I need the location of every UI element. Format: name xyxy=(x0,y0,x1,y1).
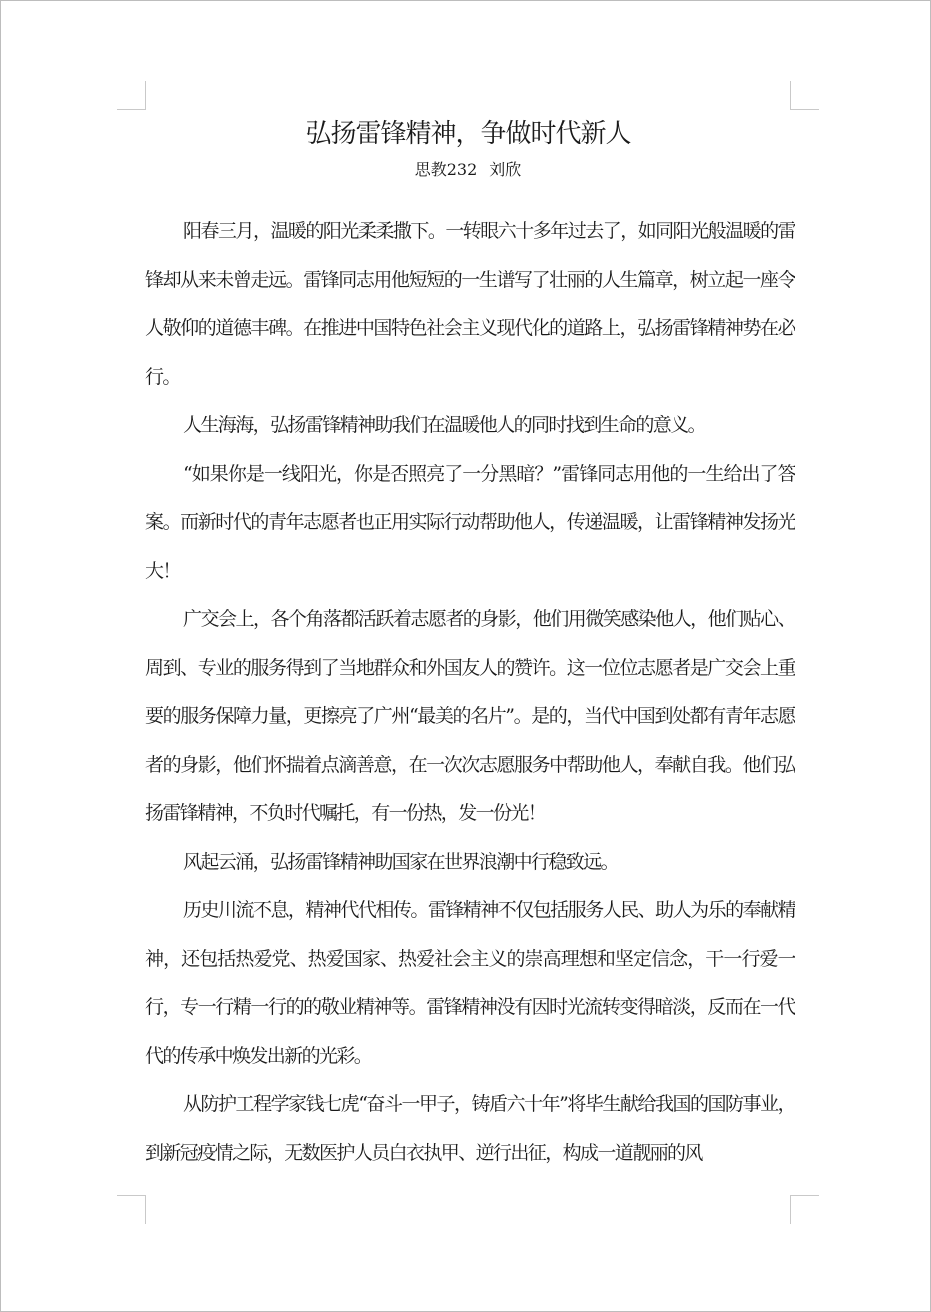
crop-mark-top-right xyxy=(790,81,819,110)
paragraph-1: 阳春三月，温暖的阳光柔柔撒下。一转眼六十多年过去了，如同阳光般温暖的雷锋却从来未曾走远。雷锋同志用他短短的一生谱写了壮丽的人生篇章，树立起一座令人敬仰的道德丰碑。在推进中国特色社会主义现代化的道路上，弘扬雷锋精神势在必行。 xyxy=(145,220,795,388)
crop-mark-bottom-left xyxy=(117,1195,146,1224)
author-name: 刘欣 xyxy=(489,160,522,179)
crop-mark-top-left xyxy=(117,81,146,110)
paragraph-7: 从防护工程学家钱七虎“奋斗一甲子，铸盾六十年”将毕生献给我国的国防事业，到新冠疫情之际，无数医护人员白衣执甲、逆行出征，构成一道靓丽的风 xyxy=(145,1093,795,1164)
paragraph-3: “如果你是一线阳光，你是否照亮了一分黑暗？”雷锋同志用他的一生给出了答案。而新时代的青年志愿者也正用实际行动帮助他人，传递温暖，让雷锋精神发扬光大！ xyxy=(145,462,795,582)
document-title: 弘扬雷锋精神，争做时代新人 xyxy=(305,119,631,149)
crop-mark-bottom-right xyxy=(790,1195,819,1224)
paragraph-6: 历史川流不息，精神代代相传。雷锋精神不仅包括服务人民、助人为乐的奉献精神，还包括热爱党、热爱国家、热爱社会主义的崇高理想和坚定信念，干一行爱一行，专一行精一行的的敬业精神等。雷锋精神没有因时光流转变得暗淡，反而在一代代的传承中焕发出新的光彩。 xyxy=(145,899,795,1067)
document-author-line xyxy=(145,158,791,182)
paragraph-4: 广交会上，各个角落都活跃着志愿者的身影，他们用微笑感染他人，他们贴心、周到、专业的服务得到了当地群众和外国友人的赞许。这一位位志愿者是广交会上重要的服务保障力量，更擦亮了广州“最美的名片”。是的，当代中国到处都有青年志愿者的身影，他们怀揣着点滴善意，在一次次志愿服务中帮助他人，奉献自我。他们弘扬雷锋精神，不负时代嘱托，有一份热，发一份光！ xyxy=(145,608,795,824)
paragraph-2: 人生海海，弘扬雷锋精神助我们在温暖他人的同时找到生命的意义。 xyxy=(183,414,706,436)
document-body xyxy=(145,207,795,1183)
paragraph-5: 风起云涌，弘扬雷锋精神助国家在世界浪潮中行稳致远。 xyxy=(183,850,619,873)
author-class: 思教232 xyxy=(414,160,478,179)
